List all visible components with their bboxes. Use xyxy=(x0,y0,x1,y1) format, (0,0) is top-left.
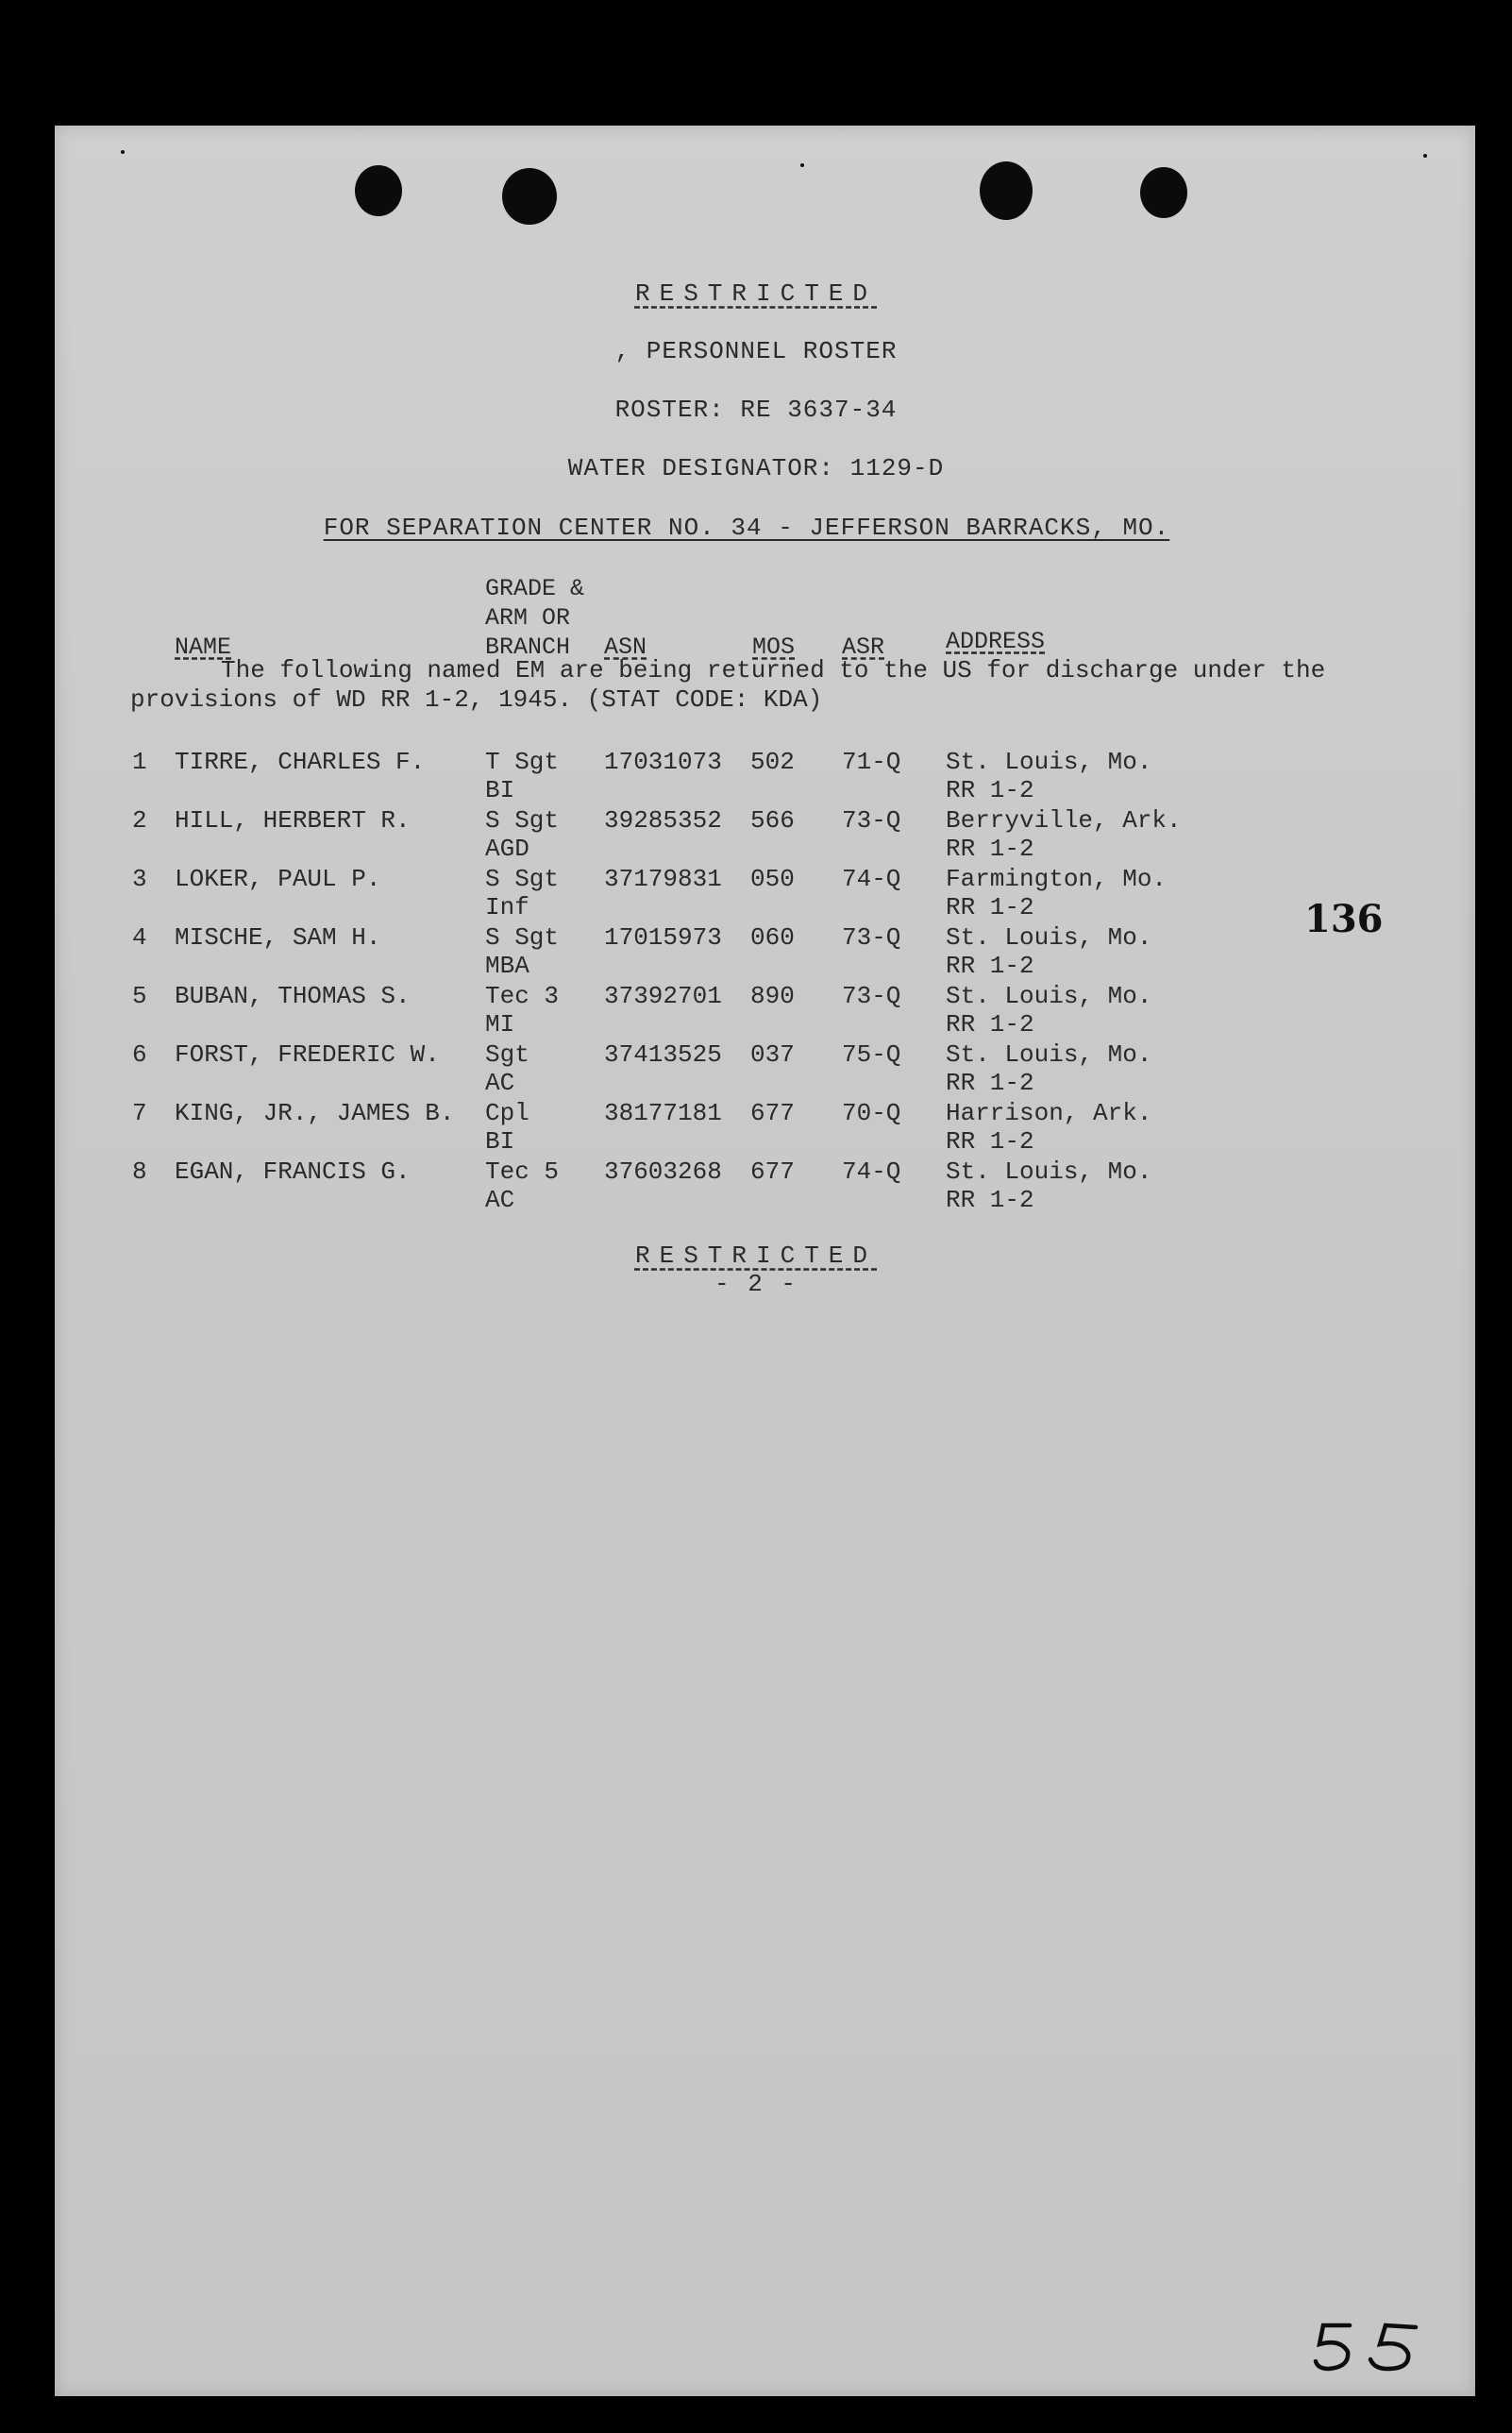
row-address: Harrison, Ark. xyxy=(946,1099,1152,1127)
row-address-line2: RR 1-2 xyxy=(946,776,1034,804)
row-name: HILL, HERBERT R. xyxy=(175,806,411,835)
row-asn: 38177181 xyxy=(604,1099,722,1127)
row-name: EGAN, FRANCIS G. xyxy=(175,1157,411,1186)
row-asr: 74-Q xyxy=(842,1157,901,1186)
row-branch: Inf xyxy=(485,893,529,921)
roster-row xyxy=(0,865,1512,923)
row-name: BUBAN, THOMAS S. xyxy=(175,982,411,1010)
column-header-asr: ASR xyxy=(842,634,885,661)
row-name: LOKER, PAUL P. xyxy=(175,865,381,893)
roster-row xyxy=(0,806,1512,865)
row-number: 6 xyxy=(132,1040,147,1069)
punch-hole xyxy=(502,168,557,225)
row-grade: Tec 3 xyxy=(485,982,560,1010)
title-text: PERSONNEL ROSTER xyxy=(646,337,898,365)
punch-hole xyxy=(980,161,1033,220)
handwritten-55-mark xyxy=(1312,2318,1435,2374)
row-mos: 890 xyxy=(750,982,795,1010)
column-header-address: ADDRESS xyxy=(946,628,1046,655)
row-mos: 037 xyxy=(750,1040,795,1069)
speck xyxy=(121,150,125,154)
row-address-line2: RR 1-2 xyxy=(946,1127,1034,1156)
row-asn: 37179831 xyxy=(604,865,722,893)
row-grade: S Sgt xyxy=(485,865,560,893)
classification-footer: RESTRICTED xyxy=(634,1242,878,1270)
column-header-name: NAME xyxy=(175,634,232,661)
preamble xyxy=(130,656,1357,715)
row-asr: 74-Q xyxy=(842,865,901,893)
row-asn: 37413525 xyxy=(604,1040,722,1069)
row-address-line2: RR 1-2 xyxy=(946,835,1034,863)
row-asr: 73-Q xyxy=(842,806,901,835)
row-asr: 70-Q xyxy=(842,1099,901,1127)
row-address: Farmington, Mo. xyxy=(946,865,1168,893)
roster-row xyxy=(0,1099,1512,1157)
row-asn: 37392701 xyxy=(604,982,722,1010)
row-address: St. Louis, Mo. xyxy=(946,748,1152,776)
row-asn: 17031073 xyxy=(604,748,722,776)
row-number: 8 xyxy=(132,1157,147,1186)
row-grade: Cpl xyxy=(485,1099,529,1127)
preamble-line: provisions of WD RR 1-2, 1945. (STAT CODE: KDA) xyxy=(130,685,823,714)
row-mos: 677 xyxy=(750,1157,795,1186)
row-asr: 71-Q xyxy=(842,748,901,776)
roster-row xyxy=(0,748,1512,806)
column-header-asn: ASN xyxy=(604,634,647,661)
row-number: 2 xyxy=(132,806,147,835)
roster-number: ROSTER: RE 3637-34 xyxy=(614,396,898,424)
row-address: St. Louis, Mo. xyxy=(946,923,1152,952)
row-address-line2: RR 1-2 xyxy=(946,1069,1034,1097)
column-header-grade: GRADE & ARM OR BRANCH xyxy=(485,575,585,661)
row-number: 3 xyxy=(132,865,147,893)
row-branch: BI xyxy=(485,776,515,804)
row-address: St. Louis, Mo. xyxy=(946,982,1152,1010)
water-designator: WATER DESIGNATOR: 1129-D xyxy=(567,454,945,482)
row-number: 7 xyxy=(132,1099,147,1127)
row-branch: BI xyxy=(485,1127,515,1156)
speck xyxy=(800,163,804,167)
roster-row xyxy=(0,982,1512,1040)
row-grade: S Sgt xyxy=(485,923,560,952)
row-address-line2: RR 1-2 xyxy=(946,1010,1034,1039)
row-mos: 060 xyxy=(750,923,795,952)
row-branch: AC xyxy=(485,1186,515,1214)
row-grade: T Sgt xyxy=(485,748,560,776)
row-branch: MI xyxy=(485,1010,515,1039)
row-branch: MBA xyxy=(485,952,529,980)
row-grade: S Sgt xyxy=(485,806,560,835)
separation-center: FOR SEPARATION CENTER NO. 34 - JEFFERSON BARRACKS, MO. xyxy=(323,514,1170,542)
row-asn: 39285352 xyxy=(604,806,722,835)
row-address-line2: RR 1-2 xyxy=(946,952,1034,980)
roster-row xyxy=(0,923,1512,982)
row-mos: 566 xyxy=(750,806,795,835)
preamble-line: The following named EM are being returned to the US for discharge under the xyxy=(221,656,1326,684)
row-mos: 677 xyxy=(750,1099,795,1127)
row-grade: Tec 5 xyxy=(485,1157,560,1186)
row-asr: 75-Q xyxy=(842,1040,901,1069)
column-header-mos: MOS xyxy=(752,634,796,661)
punch-hole xyxy=(355,165,402,216)
row-address-line2: RR 1-2 xyxy=(946,1186,1034,1214)
speck xyxy=(1423,154,1427,158)
roster-row xyxy=(0,1157,1512,1216)
classification-header: RESTRICTED xyxy=(634,279,878,308)
row-name: FORST, FREDERIC W. xyxy=(175,1040,440,1069)
handwritten-number xyxy=(1312,2318,1435,2379)
row-branch: AGD xyxy=(485,835,529,863)
row-number: 5 xyxy=(132,982,147,1010)
row-address: Berryville, Ark. xyxy=(946,806,1182,835)
row-grade: Sgt xyxy=(485,1040,529,1069)
row-address: St. Louis, Mo. xyxy=(946,1157,1152,1186)
title-prefix: , xyxy=(614,337,631,365)
row-mos: 050 xyxy=(750,865,795,893)
row-mos: 502 xyxy=(750,748,795,776)
page-number: - 2 - xyxy=(714,1270,798,1298)
row-asn: 37603268 xyxy=(604,1157,722,1186)
row-number: 4 xyxy=(132,923,147,952)
row-asr: 73-Q xyxy=(842,923,901,952)
row-name: KING, JR., JAMES B. xyxy=(175,1099,455,1127)
row-number: 1 xyxy=(132,748,147,776)
row-name: TIRRE, CHARLES F. xyxy=(175,748,426,776)
punch-hole xyxy=(1140,167,1187,218)
row-branch: AC xyxy=(485,1069,515,1097)
row-asr: 73-Q xyxy=(842,982,901,1010)
row-address: St. Louis, Mo. xyxy=(946,1040,1152,1069)
stamp-number: 136 xyxy=(1304,897,1384,941)
row-address-line2: RR 1-2 xyxy=(946,893,1034,921)
roster-row xyxy=(0,1040,1512,1099)
row-asn: 17015973 xyxy=(604,923,722,952)
roster-title xyxy=(0,337,1512,365)
row-name: MISCHE, SAM H. xyxy=(175,923,381,952)
